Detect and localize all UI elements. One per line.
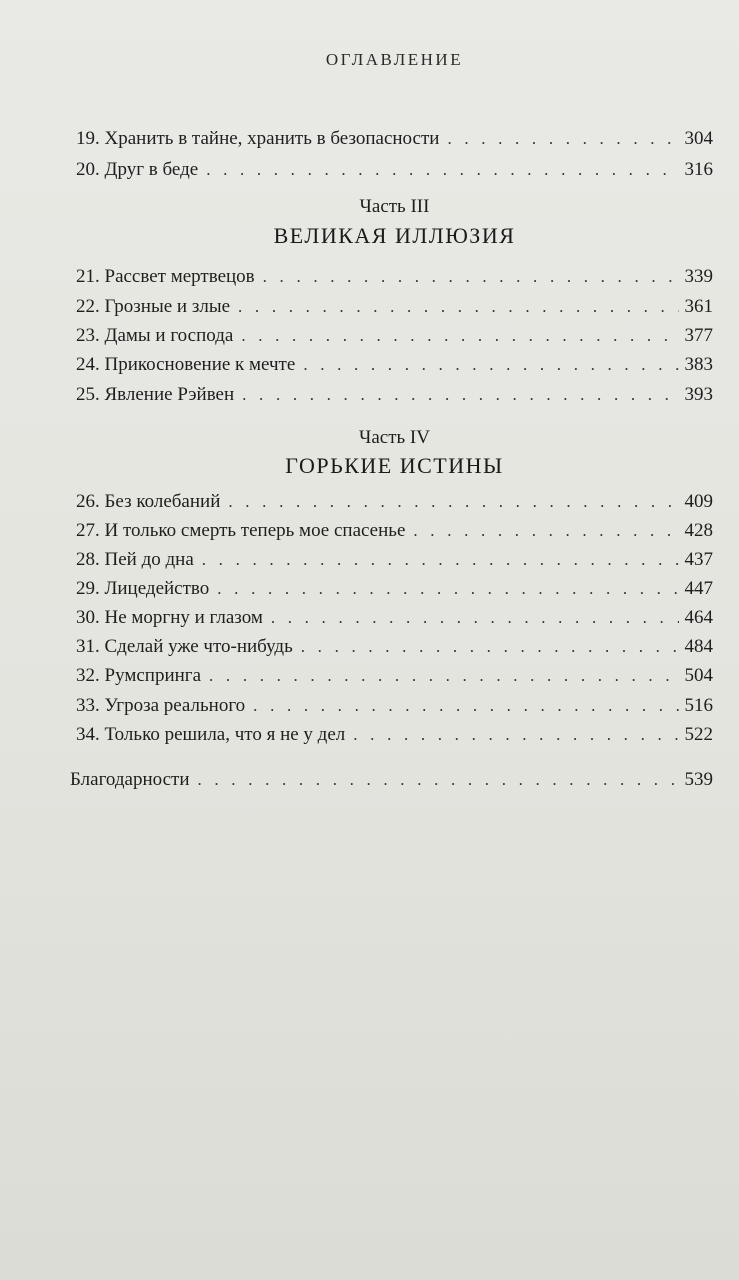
toc-entry-page: 383 bbox=[684, 354, 713, 375]
toc-entry bbox=[76, 661, 713, 691]
toc-entry bbox=[76, 487, 713, 517]
part-title: ГОРЬКИЕ ИСТИНЫ bbox=[285, 453, 504, 478]
toc-entry-title: 28. Пей до дна bbox=[76, 549, 194, 570]
toc-entry-page: 484 bbox=[684, 636, 713, 657]
toc-entry bbox=[76, 350, 713, 380]
toc-leader-dots bbox=[202, 545, 679, 575]
toc-leader-dots bbox=[253, 691, 678, 721]
toc-entry-page: 437 bbox=[684, 549, 713, 570]
toc-entry bbox=[76, 262, 713, 292]
toc-leader-dots bbox=[263, 262, 679, 292]
toc-entry-title: 21. Рассвет мертвецов bbox=[76, 266, 255, 287]
toc-entry-page: 428 bbox=[684, 520, 713, 541]
page-title: ОГЛАВЛЕНИЕ bbox=[325, 50, 464, 69]
toc-entry-page: 304 bbox=[684, 128, 713, 149]
toc-entry-title: 29. Лицедейство bbox=[76, 578, 210, 599]
toc-entry bbox=[76, 380, 713, 410]
toc-entry-title: 23. Дамы и господа bbox=[76, 325, 234, 346]
toc-entry bbox=[76, 155, 713, 185]
toc-leader-dots bbox=[217, 574, 678, 604]
toc-leader-dots bbox=[242, 380, 678, 410]
toc-entry-page: 316 bbox=[684, 159, 713, 180]
toc-entry bbox=[76, 516, 713, 546]
toc-leader-dots bbox=[241, 321, 678, 351]
toc-entry-title: 31. Сделай уже что-нибудь bbox=[76, 636, 293, 657]
toc-entry-page: 464 bbox=[684, 607, 713, 628]
toc-leader-dots bbox=[447, 124, 678, 154]
toc-entry-title: 20. Друг в беде bbox=[76, 159, 199, 180]
toc-entry bbox=[76, 292, 713, 322]
toc-leader-dots bbox=[303, 350, 678, 380]
toc-page bbox=[70, 0, 713, 1280]
toc-entry-page: 339 bbox=[684, 266, 713, 287]
toc-entry-page: 377 bbox=[684, 325, 713, 346]
toc-leader-dots bbox=[301, 632, 679, 662]
toc-entry-title: 22. Грозные и злые bbox=[76, 296, 231, 317]
toc-entry-title: 26. Без колебаний bbox=[76, 491, 221, 512]
toc-entry-page: 539 bbox=[684, 769, 713, 790]
toc-leader-dots bbox=[209, 661, 678, 691]
toc-entry-title: 32. Румспринга bbox=[76, 665, 202, 686]
toc-entry-title: 33. Угроза реального bbox=[76, 695, 246, 716]
toc-entry-title: 25. Явление Рэйвен bbox=[76, 384, 235, 405]
toc-leader-dots bbox=[271, 603, 679, 633]
toc-entry-page: 409 bbox=[684, 491, 713, 512]
toc-entry bbox=[76, 124, 713, 154]
toc-entry bbox=[76, 720, 713, 750]
part-label: Часть III bbox=[359, 196, 430, 217]
toc-leader-dots bbox=[413, 516, 678, 546]
part-label: Часть IV bbox=[359, 427, 430, 448]
toc-entry-page: 522 bbox=[684, 724, 713, 745]
toc-entry-page: 361 bbox=[684, 296, 713, 317]
toc-entry-title: 34. Только решила, что я не у дел bbox=[76, 724, 346, 745]
toc-leader-dots bbox=[238, 292, 678, 322]
toc-entry-title: 19. Хранить в тайне, хранить в безопасности bbox=[76, 128, 440, 149]
toc-entry bbox=[76, 545, 713, 575]
toc-entry-page: 447 bbox=[684, 578, 713, 599]
toc-entry-title: 27. И только смерть теперь мое спасенье bbox=[76, 520, 406, 541]
toc-entry-title: Благодарности bbox=[70, 769, 190, 790]
toc-leader-dots bbox=[353, 720, 678, 750]
toc-entry bbox=[76, 603, 713, 633]
toc-entry bbox=[76, 691, 713, 721]
toc-entry-page: 516 bbox=[684, 695, 713, 716]
toc-entry-title: 30. Не моргну и глазом bbox=[76, 607, 263, 628]
toc-entry bbox=[76, 321, 713, 351]
toc-entry-title: 24. Прикосновение к мечте bbox=[76, 354, 296, 375]
toc-entry-page: 393 bbox=[684, 384, 713, 405]
toc-leader-dots bbox=[228, 487, 678, 517]
toc-leader-dots bbox=[198, 765, 679, 795]
part-title: ВЕЛИКАЯ ИЛЛЮЗИЯ bbox=[273, 223, 516, 248]
toc-leader-dots bbox=[206, 155, 678, 185]
toc-entry-page: 504 bbox=[684, 665, 713, 686]
toc-entry bbox=[76, 574, 713, 604]
toc-entry bbox=[76, 632, 713, 662]
toc-entry-acknowledgements bbox=[70, 765, 713, 795]
